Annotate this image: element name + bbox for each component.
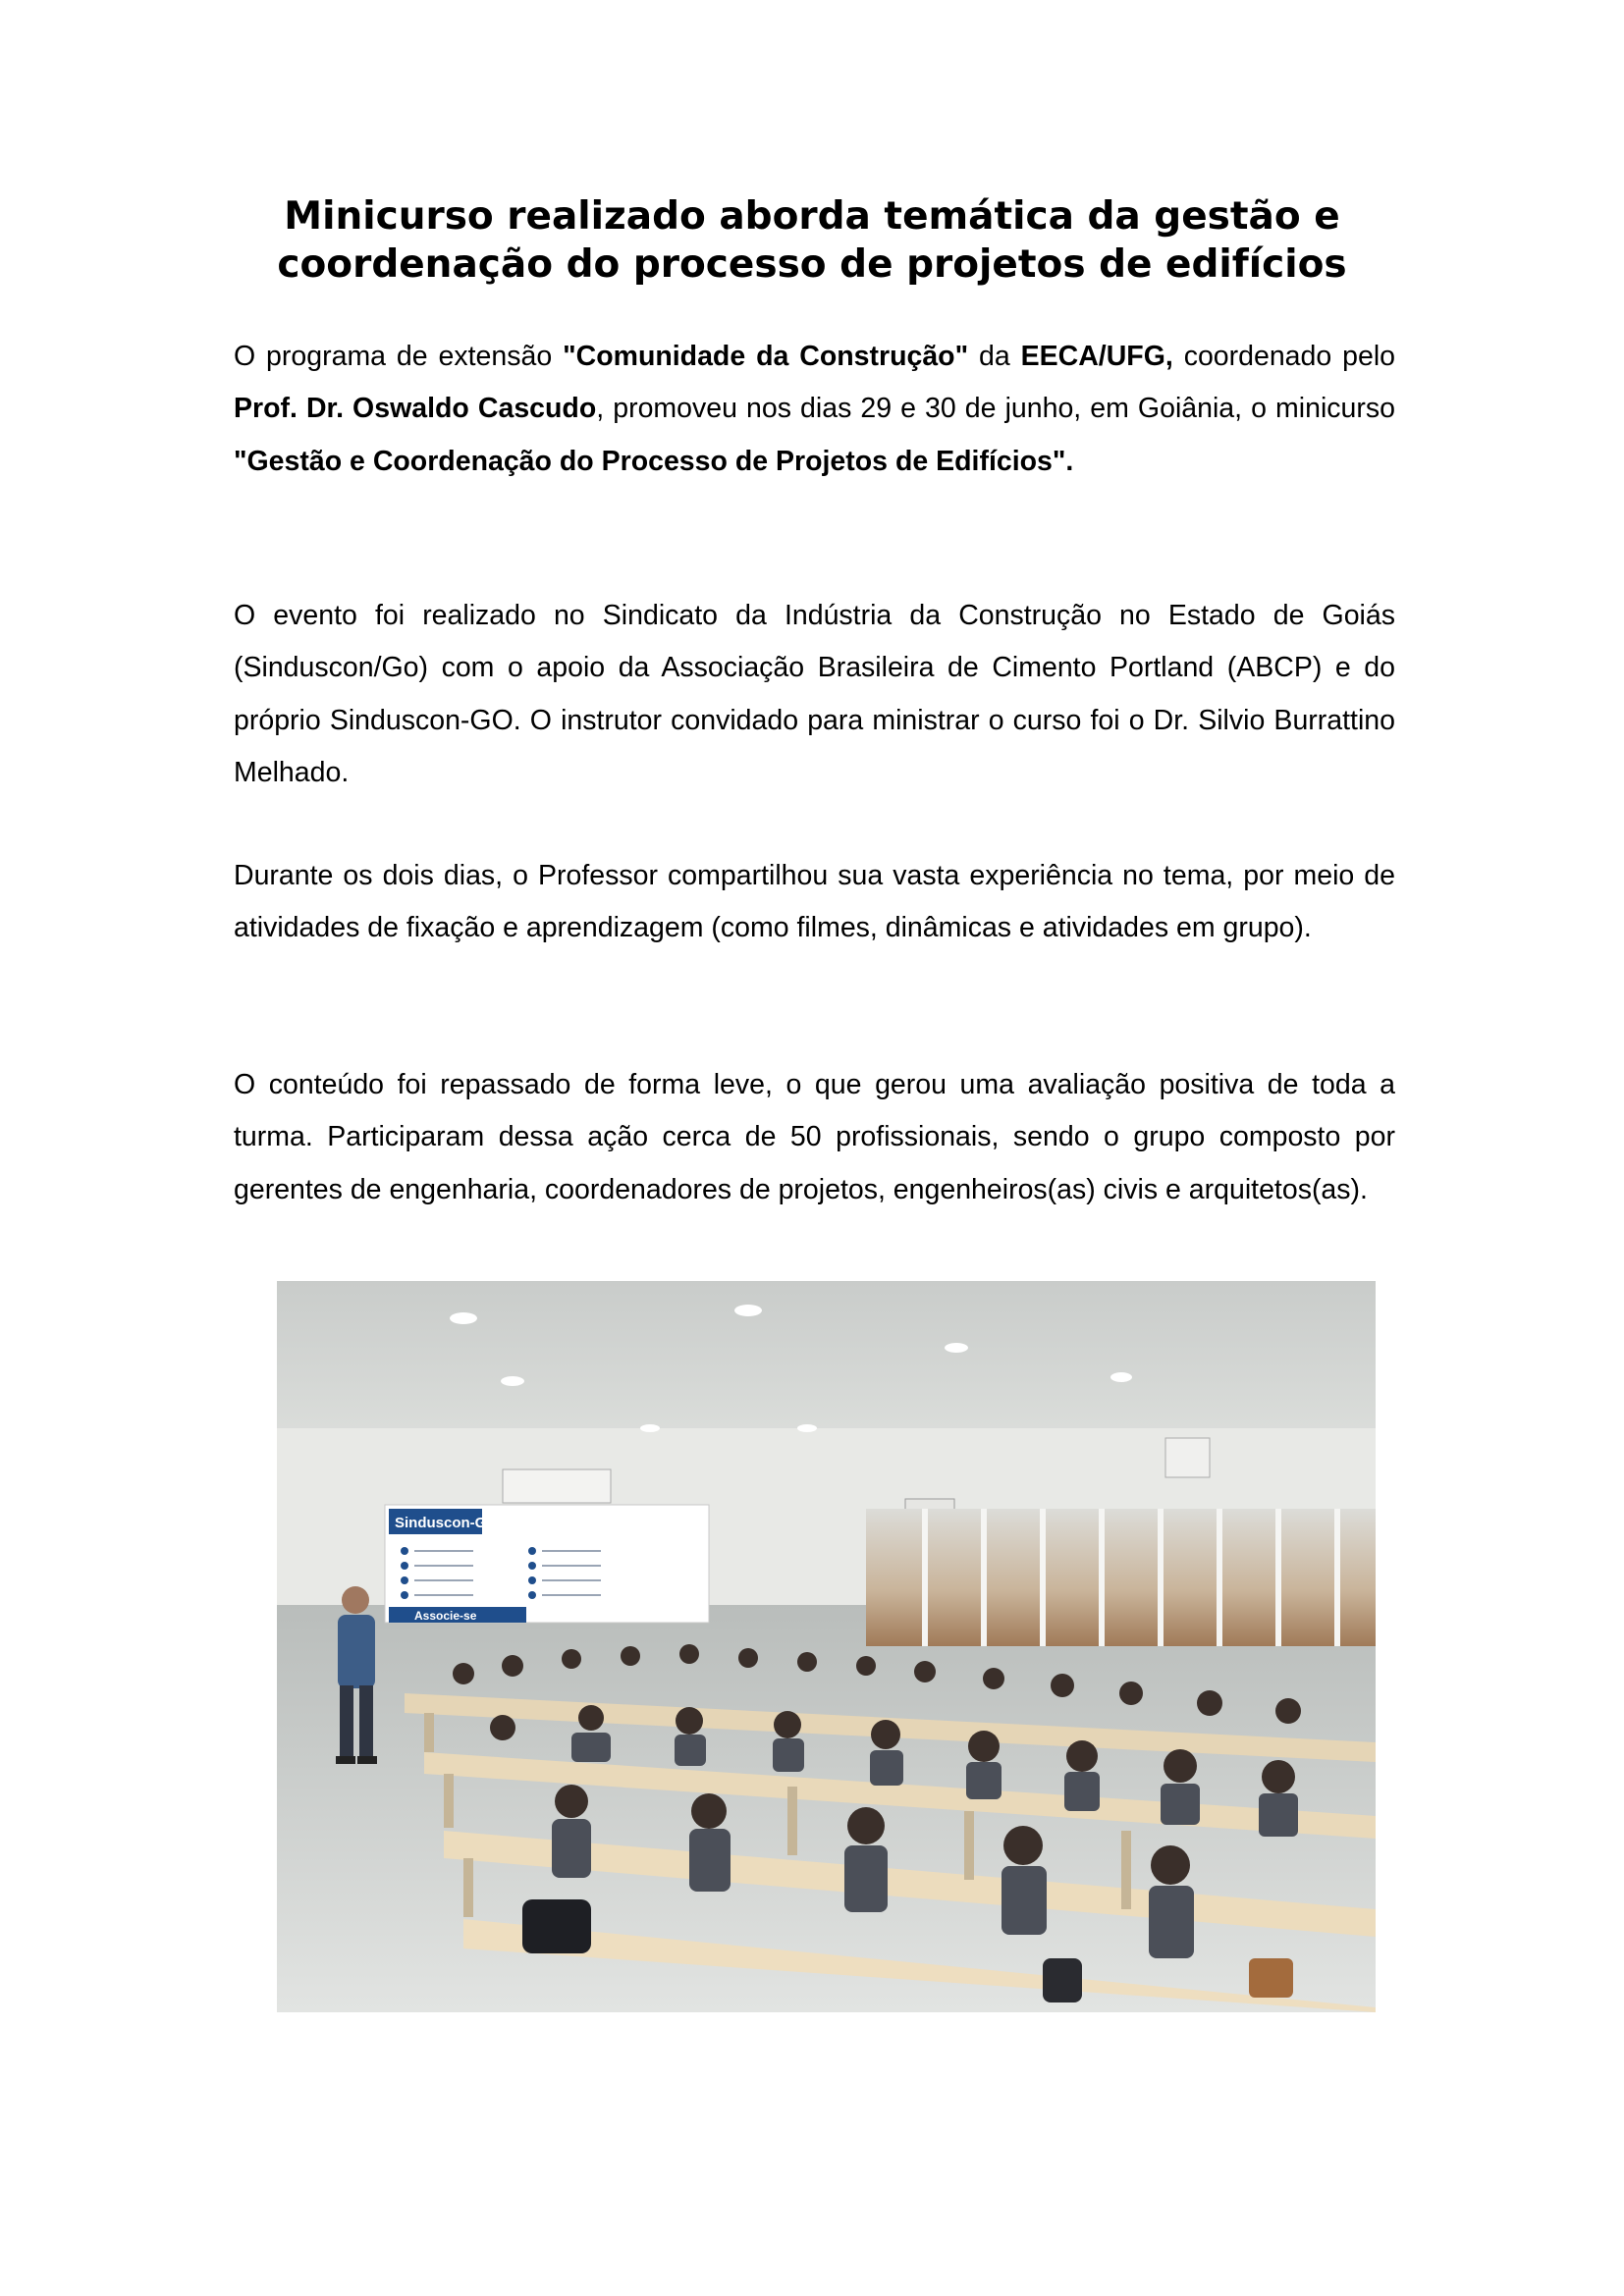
paragraph-evaluation: O conteúdo foi repassado de forma leve, o que gerou uma avaliação positiva de toda a turma. Participaram dessa ação cerca de 50 profissionais, sendo o grupo composto por gerentes de engenharia, coordenadores de projetos, engenheiros(as) civis e arquitetos(as). xyxy=(234,1069,1395,1205)
banner-footer: Associe-se xyxy=(414,1609,477,1623)
windows xyxy=(866,1509,1376,1646)
coordinator-name: Prof. Dr. Oswaldo Cascudo xyxy=(234,393,597,425)
classroom-photo xyxy=(277,1281,1376,2012)
classroom-photo-illustration xyxy=(277,1281,1376,2012)
p1-text-1: O programa de extensão xyxy=(234,341,564,372)
course-name: "Gestão e Coordenação do Processo de Projetos de Edifícios". xyxy=(234,445,1074,477)
banner-brand: Sinduscon-GO xyxy=(395,1515,498,1531)
title-line-2: coordenação do processo de projetos de edifícios xyxy=(277,242,1347,287)
title-line-1: Minicurso realizado aborda temática da gestão e xyxy=(284,194,1340,239)
p1-text-3: coordenado pelo xyxy=(1172,341,1396,372)
p1-text-4: , promoveu nos dias 29 e 30 de junho, em Goiânia, o minicurso xyxy=(596,393,1395,425)
paragraph-activities: Durante os dois dias, o Professor compartilhou sua vasta experiência no tema, por meio de atividades de fixação e aprendizagem (como filmes, dinâmicas e atividades em grupo). xyxy=(234,860,1395,944)
institution-name: EECA/UFG, xyxy=(1020,341,1173,372)
sinduscon-banner xyxy=(385,1505,709,1623)
program-name: "Comunidade da Construção" xyxy=(563,341,969,372)
paragraph-event: O evento foi realizado no Sindicato da Indústria da Construção no Estado de Goiás (Sinduscon/Go) com o apoio da Associação Brasileira de Cimento Portland (ABCP) e do próprio Sinduscon-GO. O instrutor convidado para ministrar o curso foi o Dr. Silvio Burrattino Melhado. xyxy=(234,600,1395,788)
article-title xyxy=(196,192,1428,289)
p1-text-2: da xyxy=(968,341,1021,372)
paragraph-intro xyxy=(234,331,1395,488)
